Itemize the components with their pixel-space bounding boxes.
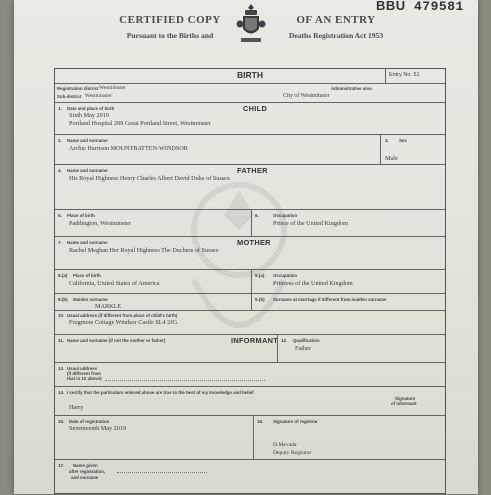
reg-district-value: Westminster xyxy=(99,85,126,91)
field-4-row xyxy=(55,164,445,209)
field-1-place: Portland Hospital 209 Great Portland Street, Westminster xyxy=(69,120,211,127)
field-2-number: 2. xyxy=(58,138,62,143)
field-1-row xyxy=(55,102,445,134)
field-5-value: Paddington, Westminster xyxy=(69,220,131,227)
field-3-value: Male xyxy=(385,155,398,162)
field-8a-row xyxy=(55,269,445,293)
title-row xyxy=(55,69,445,83)
header-pursuant: Pursuant to the Births and xyxy=(126,31,214,40)
field-17-label-2: after registration, xyxy=(69,469,106,474)
field-15-number: 15. xyxy=(58,419,65,424)
field-8b-row xyxy=(55,293,445,310)
field-15-value: Seventeenth May 2019 xyxy=(69,425,127,432)
field-13-label-2: (if different from xyxy=(67,371,101,376)
field-4-label: Name and surname xyxy=(67,168,108,173)
field-14-row xyxy=(55,386,445,415)
field-15-row xyxy=(55,415,445,459)
field-5-row xyxy=(55,209,445,236)
field-16-registrar-name: D.Mevada xyxy=(273,442,297,448)
field-8a-label: Place of birth xyxy=(73,273,101,278)
field-10-value: Frogmore Cottage Windsor Castle SL4 2JG xyxy=(69,319,178,326)
field-14-label: I certify that the particulars entered above are true to the best of my knowledge and belief xyxy=(67,390,254,395)
field-3-label: Sex xyxy=(399,138,407,143)
informant-heading: INFORMANT xyxy=(231,336,279,345)
field-8a-number: 8.(a) xyxy=(58,273,68,278)
field-7-number: 7. xyxy=(58,240,62,245)
field-14-signature-label-1: Signature xyxy=(395,396,416,401)
header-act: Deaths Registration Act 1953 xyxy=(288,31,384,40)
serial-prefix: BBU xyxy=(376,0,406,13)
field-17-label-1: Name given xyxy=(73,463,98,468)
field-14-signature-label-2: of informant xyxy=(391,401,417,406)
field-14-number: 14. xyxy=(58,390,65,395)
field-8a-value: California, United States of America xyxy=(69,280,160,287)
field-4-value: His Royal Highness Henry Charles Albert David Duke of Sussex xyxy=(69,175,231,182)
field-12-number: 12. xyxy=(281,338,288,343)
field-12-value: Father xyxy=(295,345,311,352)
field-16-number: 16. xyxy=(257,419,264,424)
field-4-number: 4. xyxy=(58,168,62,173)
field-14-value: Harry xyxy=(69,404,84,411)
field-13-number: 13. xyxy=(58,366,65,371)
field-5-number: 5. xyxy=(58,213,62,218)
field-9a-value: Princess of the United Kingdom xyxy=(273,280,353,287)
field-13-label-1: Usual address xyxy=(67,366,98,371)
sub-district-value: Westminster xyxy=(85,93,112,99)
admin-area-value: City of Westminster xyxy=(283,93,330,99)
field-2-row xyxy=(55,134,445,164)
field-10-label: Usual address (if different from place of child's birth) xyxy=(67,313,178,318)
field-7-row xyxy=(55,236,445,269)
field-11-label: Name and surname (if not the mother or father) xyxy=(67,338,166,343)
header-certified-copy: CERTIFIED COPY xyxy=(119,14,221,26)
field-10-number: 10. xyxy=(58,313,65,318)
field-15-label: Date of registration xyxy=(69,419,110,424)
field-8b-number: 8.(b) xyxy=(58,297,68,302)
field-8b-value: MARKLE xyxy=(95,303,122,310)
field-5-label: Place of birth xyxy=(67,213,95,218)
district-row xyxy=(55,83,445,102)
field-9a-number: 9.(a) xyxy=(255,273,265,278)
field-7-label: Name and surname xyxy=(67,240,108,245)
field-8b-label: Maiden surname xyxy=(73,297,108,302)
reg-district-label: Registration district xyxy=(57,86,99,91)
field-1-number: 1. xyxy=(58,106,62,111)
sub-district-label: Sub-district xyxy=(57,94,82,99)
field-1-date: Sixth May 2019 xyxy=(69,112,109,119)
form-title: BIRTH xyxy=(237,70,263,80)
field-10-row xyxy=(55,310,445,334)
field-11-number: 11. xyxy=(58,338,65,343)
field-17-number: 17. xyxy=(58,463,65,468)
header-of-an-entry: OF AN ENTRY xyxy=(296,14,376,26)
field-2-label: Name and surname xyxy=(67,138,108,143)
field-13-label-3: that in 10 above) xyxy=(67,376,102,381)
field-11-row xyxy=(55,334,445,362)
field-1-label: Date and place of birth xyxy=(67,106,115,111)
field-6-number: 6. xyxy=(255,213,259,218)
field-16-registrar-title: Deputy Registrar xyxy=(273,450,312,456)
field-6-value: Prince of the United Kingdom xyxy=(273,220,348,227)
father-heading: FATHER xyxy=(237,166,268,175)
field-7-value: Rachel Meghan Her Royal Highness The Duchess of Sussex xyxy=(69,247,219,254)
admin-area-label: Administrative area xyxy=(331,86,372,91)
field-9b-number: 9.(b) xyxy=(255,297,265,302)
field-13-row xyxy=(55,362,445,386)
field-3-number: 3. xyxy=(385,138,389,143)
royal-crest-icon xyxy=(236,2,266,46)
field-9a-label: Occupation xyxy=(273,273,298,278)
field-6-label: Occupation xyxy=(273,213,298,218)
field-12-label: Qualification xyxy=(293,338,320,343)
certificate-paper xyxy=(14,0,478,494)
mother-heading: MOTHER xyxy=(237,238,271,247)
field-16-label: Signature of registrar xyxy=(273,419,318,424)
serial-digits: 479581 xyxy=(413,0,464,14)
field-17-label-3: and surname xyxy=(71,475,99,480)
field-2-value: Archie Harrison MOUNTBATTEN-WINDSOR xyxy=(69,145,188,152)
serial-number xyxy=(376,0,464,14)
birth-entry-form xyxy=(54,68,446,494)
entry-number: Entry No. 51 xyxy=(389,72,420,78)
field-9b-label: Surname at marriage if different from maiden surname xyxy=(273,297,387,302)
child-heading: CHILD xyxy=(243,104,268,113)
field-17-row xyxy=(55,459,445,495)
